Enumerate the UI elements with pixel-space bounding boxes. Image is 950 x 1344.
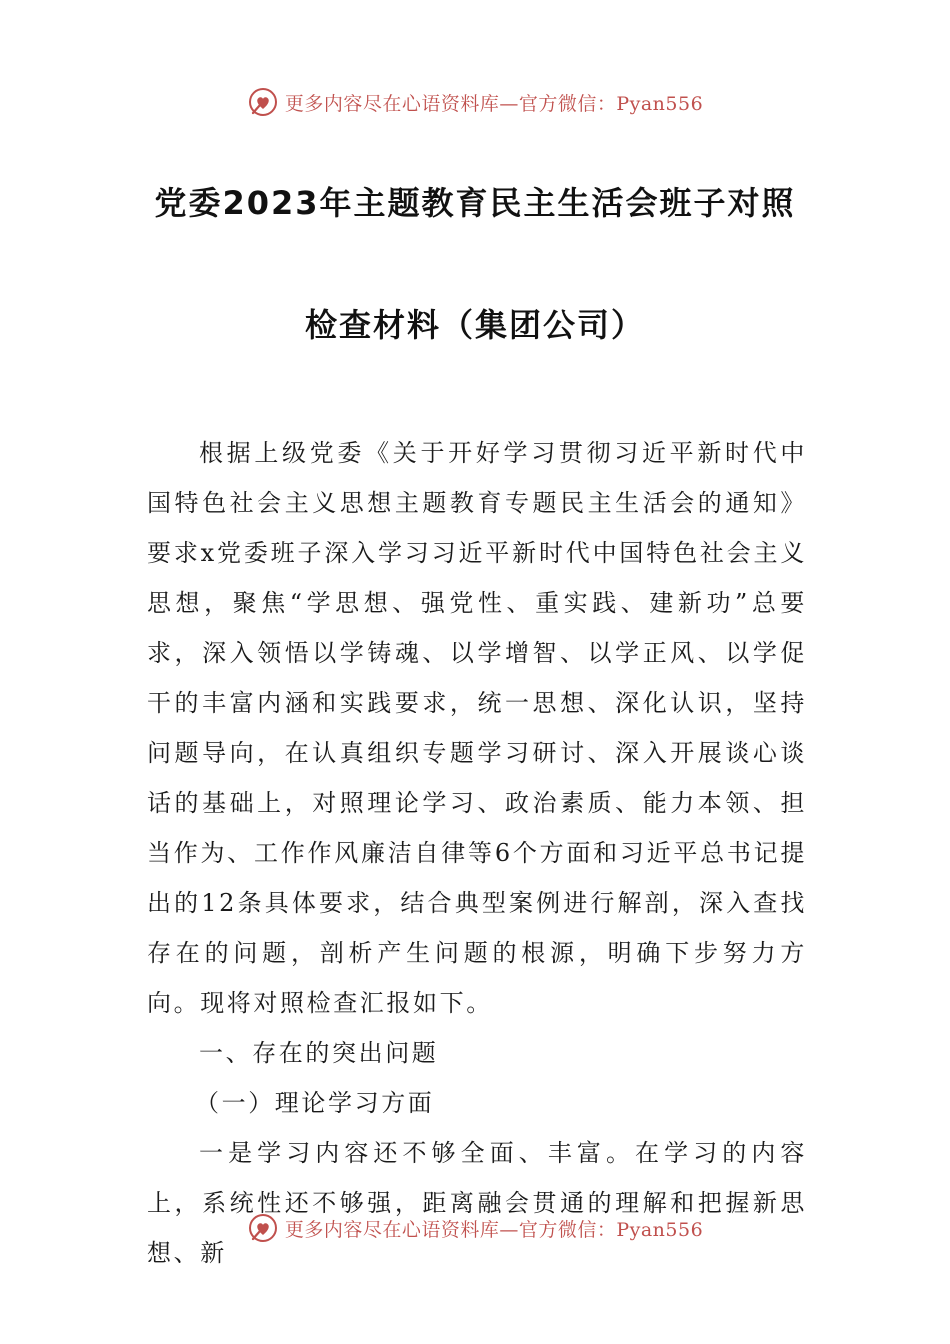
watermark-text: 更多内容尽在心语资料库—官方微信：Pyan556: [284, 1218, 704, 1241]
document-title-line2: 检查材料（集团公司）: [304, 306, 645, 344]
document-title-line1: 党委2023年主题教育民主生活会班子对照: [154, 184, 796, 222]
body-paragraph: 一是学习内容还不够全面、丰富。在学习的内容上，系统性还不够强，距离融会贯通的理解和把握新思想、新: [147, 1139, 807, 1267]
header-watermark: [0, 86, 950, 118]
watermark-text: 更多内容尽在心语资料库—官方微信：Pyan556: [284, 92, 704, 115]
document-body: [147, 428, 807, 1278]
pen-heart-logo-icon: [247, 1212, 279, 1244]
footer-watermark: [0, 1212, 950, 1244]
subsection-heading: （一）理论学习方面: [195, 1089, 435, 1117]
section-heading: 一、存在的突出问题: [199, 1039, 439, 1067]
pen-heart-logo-icon: [247, 86, 279, 118]
intro-paragraph: 根据上级党委《关于开好学习贯彻习近平新时代中国特色社会主义思想主题教育专题民主生活会的通知》要求x党委班子深入学习习近平新时代中国特色社会主义思想，聚焦“学思想、强党性、重实践、建新功”总要求，深入领悟以学铸魂、以学增智、以学正风、以学促干的丰富内涵和实践要求，统一思想、深化认识，坚持问题导向，在认真组织专题学习研讨、深入开展谈心谈话的基础上，对照理论学习、政治素质、能力本领、担当作为、工作作风廉洁自律等6个方面和习近平总书记提出的12条具体要求，结合典型案例进行解剖，深入查找存在的问题，剖析产生问题的根源，明确下步努力方向。现将对照检查汇报如下。: [147, 439, 807, 1017]
